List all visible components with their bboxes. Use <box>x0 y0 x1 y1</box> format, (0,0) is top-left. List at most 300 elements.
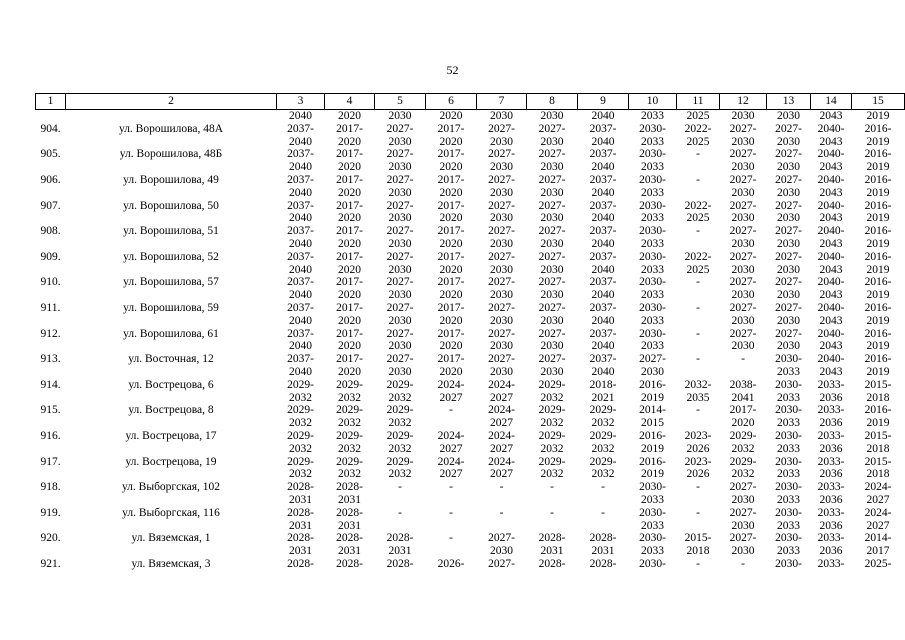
table-cell <box>677 353 720 379</box>
cell-end-year: 2019 <box>866 161 890 174</box>
row-number: 917. <box>40 455 61 468</box>
table-cell <box>426 148 477 174</box>
cell-end-year: 2018 <box>866 468 890 481</box>
cell-start-year: 2026- <box>437 557 465 570</box>
cell-start-year: 2030- <box>775 481 802 494</box>
table-cell <box>477 558 527 584</box>
table-cell <box>325 225 375 251</box>
table-cell <box>811 200 852 226</box>
table-row <box>36 558 905 584</box>
table-cell <box>629 481 677 507</box>
cell-start-year: 2037- <box>287 225 314 238</box>
table-cell <box>325 507 375 533</box>
row-number: 906. <box>40 173 61 186</box>
table-cell <box>629 456 677 482</box>
header-row <box>36 94 905 110</box>
cell-start-year: 2029- <box>287 404 314 417</box>
table-cell <box>578 481 629 507</box>
cell-end-year: 2030 <box>490 289 513 302</box>
table-cell <box>527 532 578 558</box>
cell-end-year: 2020 <box>439 135 463 148</box>
cell-end-year: 2030 <box>777 135 800 148</box>
table-cell <box>375 148 426 174</box>
cell-end-year: 2020 <box>338 135 361 148</box>
table-cell <box>767 558 811 584</box>
cell-end-year: 2040 <box>591 263 615 276</box>
cell-end-year <box>477 494 527 507</box>
cell-end-year: 2019 <box>866 314 890 327</box>
cell-end-year <box>677 340 720 353</box>
cell-end-year <box>720 366 767 379</box>
cell-start-year: - <box>550 506 554 519</box>
cell-end-year: 2043 <box>819 263 843 276</box>
cell-end-year: 2020 <box>439 161 463 174</box>
table-row <box>36 404 905 430</box>
table-cell <box>426 174 477 200</box>
table-cell <box>578 558 629 584</box>
cell-start-year: 2027- <box>729 506 757 519</box>
cell-start-year: 2024- <box>437 429 465 442</box>
cell-start-year: 2027- <box>488 276 515 289</box>
cell-start-year: 2027- <box>775 327 802 340</box>
table-cell <box>811 532 852 558</box>
table-cell <box>277 174 325 200</box>
table-cell <box>527 456 578 482</box>
cell-end-year: 2019 <box>866 212 890 225</box>
cell-end-year: 2033 <box>777 365 800 378</box>
table-cell <box>277 251 325 277</box>
cell-end-year: 2032 <box>540 417 564 430</box>
cell-end-year: 2036 <box>819 545 843 558</box>
cell-start-year: 2037- <box>287 327 314 340</box>
cell-start-year: 2017- <box>336 148 363 161</box>
cell-start-year: 2027- <box>488 173 515 186</box>
table-cell <box>767 302 811 328</box>
cell-end-year: 2040 <box>289 186 312 199</box>
table-cell <box>578 379 629 405</box>
table-cell <box>852 430 905 456</box>
table-cell <box>677 481 720 507</box>
cell-start-year: 2017- <box>729 404 757 417</box>
cell-start-year: 2027- <box>488 557 515 570</box>
table-cell <box>629 328 677 354</box>
cell-end-year: 2033 <box>777 468 800 481</box>
table-cell <box>277 481 325 507</box>
cell-end-year: 2020 <box>338 365 361 378</box>
cell-end-year: 2040 <box>591 314 615 327</box>
cell-end-year: 2030 <box>490 340 513 353</box>
cell-end-year <box>477 571 527 584</box>
column-header: 9 <box>578 94 629 110</box>
cell-start-year: 2040- <box>817 276 845 289</box>
cell-start-year: 2027- <box>538 173 566 186</box>
table-cell <box>578 507 629 533</box>
column-header: 5 <box>375 94 426 110</box>
cell-end-year: 2040 <box>591 237 615 250</box>
cell-start-year: 2017- <box>336 353 363 366</box>
cell-end-year: 2040 <box>289 289 312 302</box>
table-cell <box>578 225 629 251</box>
table-cell <box>578 251 629 277</box>
table-cell <box>811 430 852 456</box>
row-number: 911. <box>40 301 61 314</box>
table-cell: 2030 <box>540 110 564 122</box>
cell-end-year: 2040 <box>591 212 615 225</box>
cell-end-year <box>375 494 426 507</box>
table-cell <box>477 430 527 456</box>
cell-end-year: 2033 <box>641 493 664 506</box>
table-cell <box>375 507 426 533</box>
cell-start-year: 2040- <box>817 301 845 314</box>
cell-start-year: 2029- <box>386 455 414 468</box>
cell-start-year: 2028- <box>336 532 363 545</box>
table-cell <box>477 251 527 277</box>
column-header: 8 <box>527 94 578 110</box>
cell-start-year: - <box>601 481 605 494</box>
cell-end-year: 2032 <box>338 391 361 404</box>
table-cell <box>375 174 426 200</box>
table-cell <box>720 379 767 405</box>
table-cell <box>629 302 677 328</box>
table-cell <box>325 430 375 456</box>
cell-end-year: 2030 <box>731 186 755 199</box>
cell-end-year: 2033 <box>777 391 800 404</box>
street-address: ул. Восточная, 12 <box>128 353 214 366</box>
cell-end-year <box>375 520 426 533</box>
table-cell <box>325 174 375 200</box>
cell-end-year: 2030 <box>388 314 412 327</box>
cell-end-year: 2040 <box>289 365 312 378</box>
street-address: ул. Вяземская, 3 <box>131 557 211 570</box>
cell-end-year: 2033 <box>641 161 664 174</box>
cell-start-year: 2033- <box>817 404 845 417</box>
cell-end-year: 2030 <box>731 289 755 302</box>
cell-start-year: 2027- <box>488 250 515 263</box>
table-cell <box>527 430 578 456</box>
street-address: ул. Вострецова, 6 <box>128 378 214 391</box>
cell-end-year: 2043 <box>819 289 843 302</box>
cell-end-year <box>852 571 905 584</box>
column-header: 4 <box>325 94 375 110</box>
table-cell <box>527 404 578 430</box>
cell-start-year: 2027- <box>639 353 666 366</box>
cell-start-year: 2017- <box>336 250 363 263</box>
cell-end-year: 2030 <box>388 289 412 302</box>
column-header: 6 <box>426 94 477 110</box>
cell-end-year: 2018 <box>686 545 710 558</box>
table-cell <box>852 532 905 558</box>
cell-start-year: 2023- <box>684 429 712 442</box>
table-row <box>36 481 905 507</box>
table-cell <box>277 148 325 174</box>
table-cell <box>811 276 852 302</box>
cell-end-year <box>426 417 477 430</box>
cell-end-year: 2020 <box>338 314 361 327</box>
column-header: 3 <box>277 94 325 110</box>
cell-end-year <box>677 494 720 507</box>
cell-start-year: 2028- <box>287 557 314 570</box>
cell-start-year: 2037- <box>287 173 314 186</box>
street-address: ул. Ворошилова, 52 <box>123 250 219 263</box>
table-cell <box>629 353 677 379</box>
cell-end-year: 2033 <box>777 519 800 532</box>
cell-start-year: - <box>696 148 700 161</box>
table-cell <box>325 558 375 584</box>
street-address: ул. Вяземская, 1 <box>131 532 211 545</box>
cell-end-year: 2020 <box>338 237 361 250</box>
cell-start-year: - <box>550 481 554 494</box>
cell-end-year: 2033 <box>641 340 664 353</box>
cell-start-year: - <box>398 481 402 494</box>
table-cell <box>811 148 852 174</box>
cell-start-year: 2015- <box>864 455 892 468</box>
table-cell <box>375 200 426 226</box>
cell-start-year: 2027- <box>488 301 515 314</box>
cell-start-year: 2027- <box>775 276 802 289</box>
cell-start-year: 2027- <box>729 301 757 314</box>
cell-start-year: 2029- <box>538 455 566 468</box>
cell-start-year: 2037- <box>589 327 617 340</box>
cell-end-year: 2020 <box>439 314 463 327</box>
cell-start-year: 2030- <box>775 404 802 417</box>
cell-end-year: 2020 <box>338 186 361 199</box>
cell-end-year <box>629 571 677 584</box>
table-cell <box>277 532 325 558</box>
table-cell <box>375 558 426 584</box>
row-number: 904. <box>40 122 61 135</box>
cell-start-year: 2016- <box>864 327 892 340</box>
cell-end-year: 2030 <box>731 314 755 327</box>
table-cell <box>578 174 629 200</box>
cell-start-year: 2028- <box>336 506 363 519</box>
cell-start-year: 2037- <box>287 301 314 314</box>
cell-start-year: 2028- <box>287 481 314 494</box>
cell-start-year: 2030- <box>639 327 666 340</box>
cell-end-year: 2030 <box>731 263 755 276</box>
cell-start-year: - <box>696 327 700 340</box>
cell-end-year: 2030 <box>777 289 800 302</box>
cell-start-year: 2017- <box>437 276 465 289</box>
cell-start-year: 2027- <box>775 250 802 263</box>
cell-end-year <box>677 161 720 174</box>
cell-end-year: 2032 <box>338 468 361 481</box>
cell-start-year: 2027- <box>488 532 515 545</box>
table-cell <box>325 456 375 482</box>
cell-end-year: 2030 <box>731 493 755 506</box>
cell-start-year: 2029- <box>729 429 757 442</box>
cell-end-year: 2043 <box>819 161 843 174</box>
cell-end-year: 2040 <box>591 161 615 174</box>
cell-end-year <box>527 520 578 533</box>
cell-end-year <box>811 571 852 584</box>
cell-start-year: 2037- <box>287 276 314 289</box>
table-cell: 2019 <box>866 110 890 122</box>
row-number: 912. <box>40 327 61 340</box>
table-cell <box>677 123 720 149</box>
table-cell: 2030 <box>490 110 513 122</box>
table-cell <box>578 123 629 149</box>
cell-start-year: 2040- <box>817 199 845 212</box>
cell-start-year: 2017- <box>336 225 363 238</box>
cell-end-year: 2043 <box>819 186 843 199</box>
street-address: ул. Вострецова, 17 <box>125 429 217 442</box>
table-cell <box>375 353 426 379</box>
table-cell <box>677 379 720 405</box>
cell-start-year: 2030- <box>639 532 666 545</box>
street-address: ул. Ворошилова, 59 <box>123 301 219 314</box>
cell-end-year: 2040 <box>591 365 615 378</box>
table-cell <box>325 404 375 430</box>
cell-end-year: 2020 <box>439 212 463 225</box>
table-cell <box>720 507 767 533</box>
cell-start-year: 2017- <box>437 225 465 238</box>
cell-end-year: 2030 <box>540 186 564 199</box>
cell-end-year: 2030 <box>777 237 800 250</box>
table-row <box>36 353 905 379</box>
table-cell <box>767 200 811 226</box>
table-row <box>36 200 905 226</box>
table-cell <box>629 430 677 456</box>
cell-start-year: 2029- <box>589 429 617 442</box>
column-header: 2 <box>66 94 277 110</box>
table-cell <box>477 532 527 558</box>
table-cell: 2025 <box>686 110 710 122</box>
table-cell <box>426 558 477 584</box>
table-cell <box>477 353 527 379</box>
cell-end-year: 2030 <box>490 212 513 225</box>
column-header: 11 <box>677 94 720 110</box>
table-cell <box>677 174 720 200</box>
cell-start-year: 2040- <box>817 225 845 238</box>
cell-start-year: 2017- <box>336 173 363 186</box>
cell-start-year: - <box>696 481 700 494</box>
table-cell <box>852 507 905 533</box>
table-cell <box>852 404 905 430</box>
table-row <box>36 430 905 456</box>
cell-start-year: 2030- <box>639 225 666 238</box>
cell-start-year: - <box>741 353 745 366</box>
table-cell: 2030 <box>388 110 412 122</box>
table-cell <box>477 225 527 251</box>
cell-end-year <box>677 366 720 379</box>
cell-end-year: 2026 <box>686 468 710 481</box>
cell-end-year: 2030 <box>731 237 755 250</box>
column-header: 13 <box>767 94 811 110</box>
cell-start-year: 2027- <box>775 148 802 161</box>
cell-start-year: 2027- <box>538 353 566 366</box>
column-header: 12 <box>720 94 767 110</box>
table-cell <box>426 404 477 430</box>
table-cell <box>426 251 477 277</box>
table-cell <box>527 507 578 533</box>
cell-start-year: 2027- <box>775 173 802 186</box>
cell-end-year: 2015 <box>641 417 664 430</box>
cell-start-year: 2030- <box>775 506 802 519</box>
cell-start-year: 2029- <box>386 378 414 391</box>
cell-start-year: 2030- <box>775 378 802 391</box>
table-cell <box>811 456 852 482</box>
cell-end-year: 2020 <box>439 263 463 276</box>
table-row <box>36 379 905 405</box>
table-cell <box>426 276 477 302</box>
table-cell: 2020 <box>439 110 463 122</box>
cell-start-year: - <box>449 532 453 545</box>
cell-end-year: 2030 <box>388 340 412 353</box>
table-cell <box>767 430 811 456</box>
cell-end-year: 2032 <box>540 468 564 481</box>
cell-end-year: 2025 <box>686 263 710 276</box>
cell-end-year: 2030 <box>540 237 564 250</box>
cell-end-year: 2036 <box>819 519 843 532</box>
cell-end-year: 2026 <box>686 442 710 455</box>
cell-start-year: 2016- <box>864 276 892 289</box>
cell-start-year: 2027- <box>488 199 515 212</box>
cell-start-year: 2027- <box>538 250 566 263</box>
cell-start-year: 2037- <box>287 250 314 263</box>
cell-start-year: 2016- <box>864 173 892 186</box>
cell-end-year: 2018 <box>866 442 890 455</box>
cell-end-year: 2043 <box>819 237 843 250</box>
cell-start-year: 2028- <box>589 557 617 570</box>
cell-start-year: 2030- <box>639 173 666 186</box>
table-cell <box>477 200 527 226</box>
table-cell <box>720 558 767 584</box>
table-cell <box>811 251 852 277</box>
cell-start-year: 2027- <box>775 301 802 314</box>
table-cell <box>477 302 527 328</box>
cell-end-year: 2018 <box>866 391 890 404</box>
table-row <box>36 276 905 302</box>
table-cell <box>852 174 905 200</box>
cell-end-year: 2019 <box>866 417 890 430</box>
cell-end-year <box>578 520 629 533</box>
cell-start-year: 2038- <box>729 378 757 391</box>
cell-end-year: 2033 <box>641 519 664 532</box>
table-cell <box>720 430 767 456</box>
continuation-row <box>36 110 905 123</box>
cell-end-year: 2020 <box>439 186 463 199</box>
table-cell <box>720 328 767 354</box>
cell-start-year: 2040- <box>817 353 845 366</box>
column-header: 10 <box>629 94 677 110</box>
table-cell <box>426 456 477 482</box>
table-cell <box>629 558 677 584</box>
cell-start-year: 2030- <box>639 557 666 570</box>
table-cell <box>578 276 629 302</box>
cell-start-year: 2037- <box>287 122 314 135</box>
cell-end-year: 2033 <box>641 135 664 148</box>
cell-start-year: 2033- <box>817 557 845 570</box>
table-cell <box>720 148 767 174</box>
table-cell <box>578 404 629 430</box>
cell-end-year: 2030 <box>731 161 755 174</box>
table-cell <box>767 404 811 430</box>
table-cell <box>852 302 905 328</box>
cell-end-year: 2033 <box>641 186 664 199</box>
table-cell <box>325 302 375 328</box>
cell-end-year: 2030 <box>540 161 564 174</box>
cell-end-year: 2033 <box>777 545 800 558</box>
cell-start-year: 2040- <box>817 122 845 135</box>
cell-end-year <box>426 520 477 533</box>
cell-end-year: 2035 <box>686 391 710 404</box>
cell-end-year <box>677 417 720 430</box>
cell-start-year: 2027- <box>775 122 802 135</box>
table-cell <box>677 276 720 302</box>
table-cell <box>325 251 375 277</box>
cell-start-year: 2023- <box>684 455 712 468</box>
table-row <box>36 456 905 482</box>
